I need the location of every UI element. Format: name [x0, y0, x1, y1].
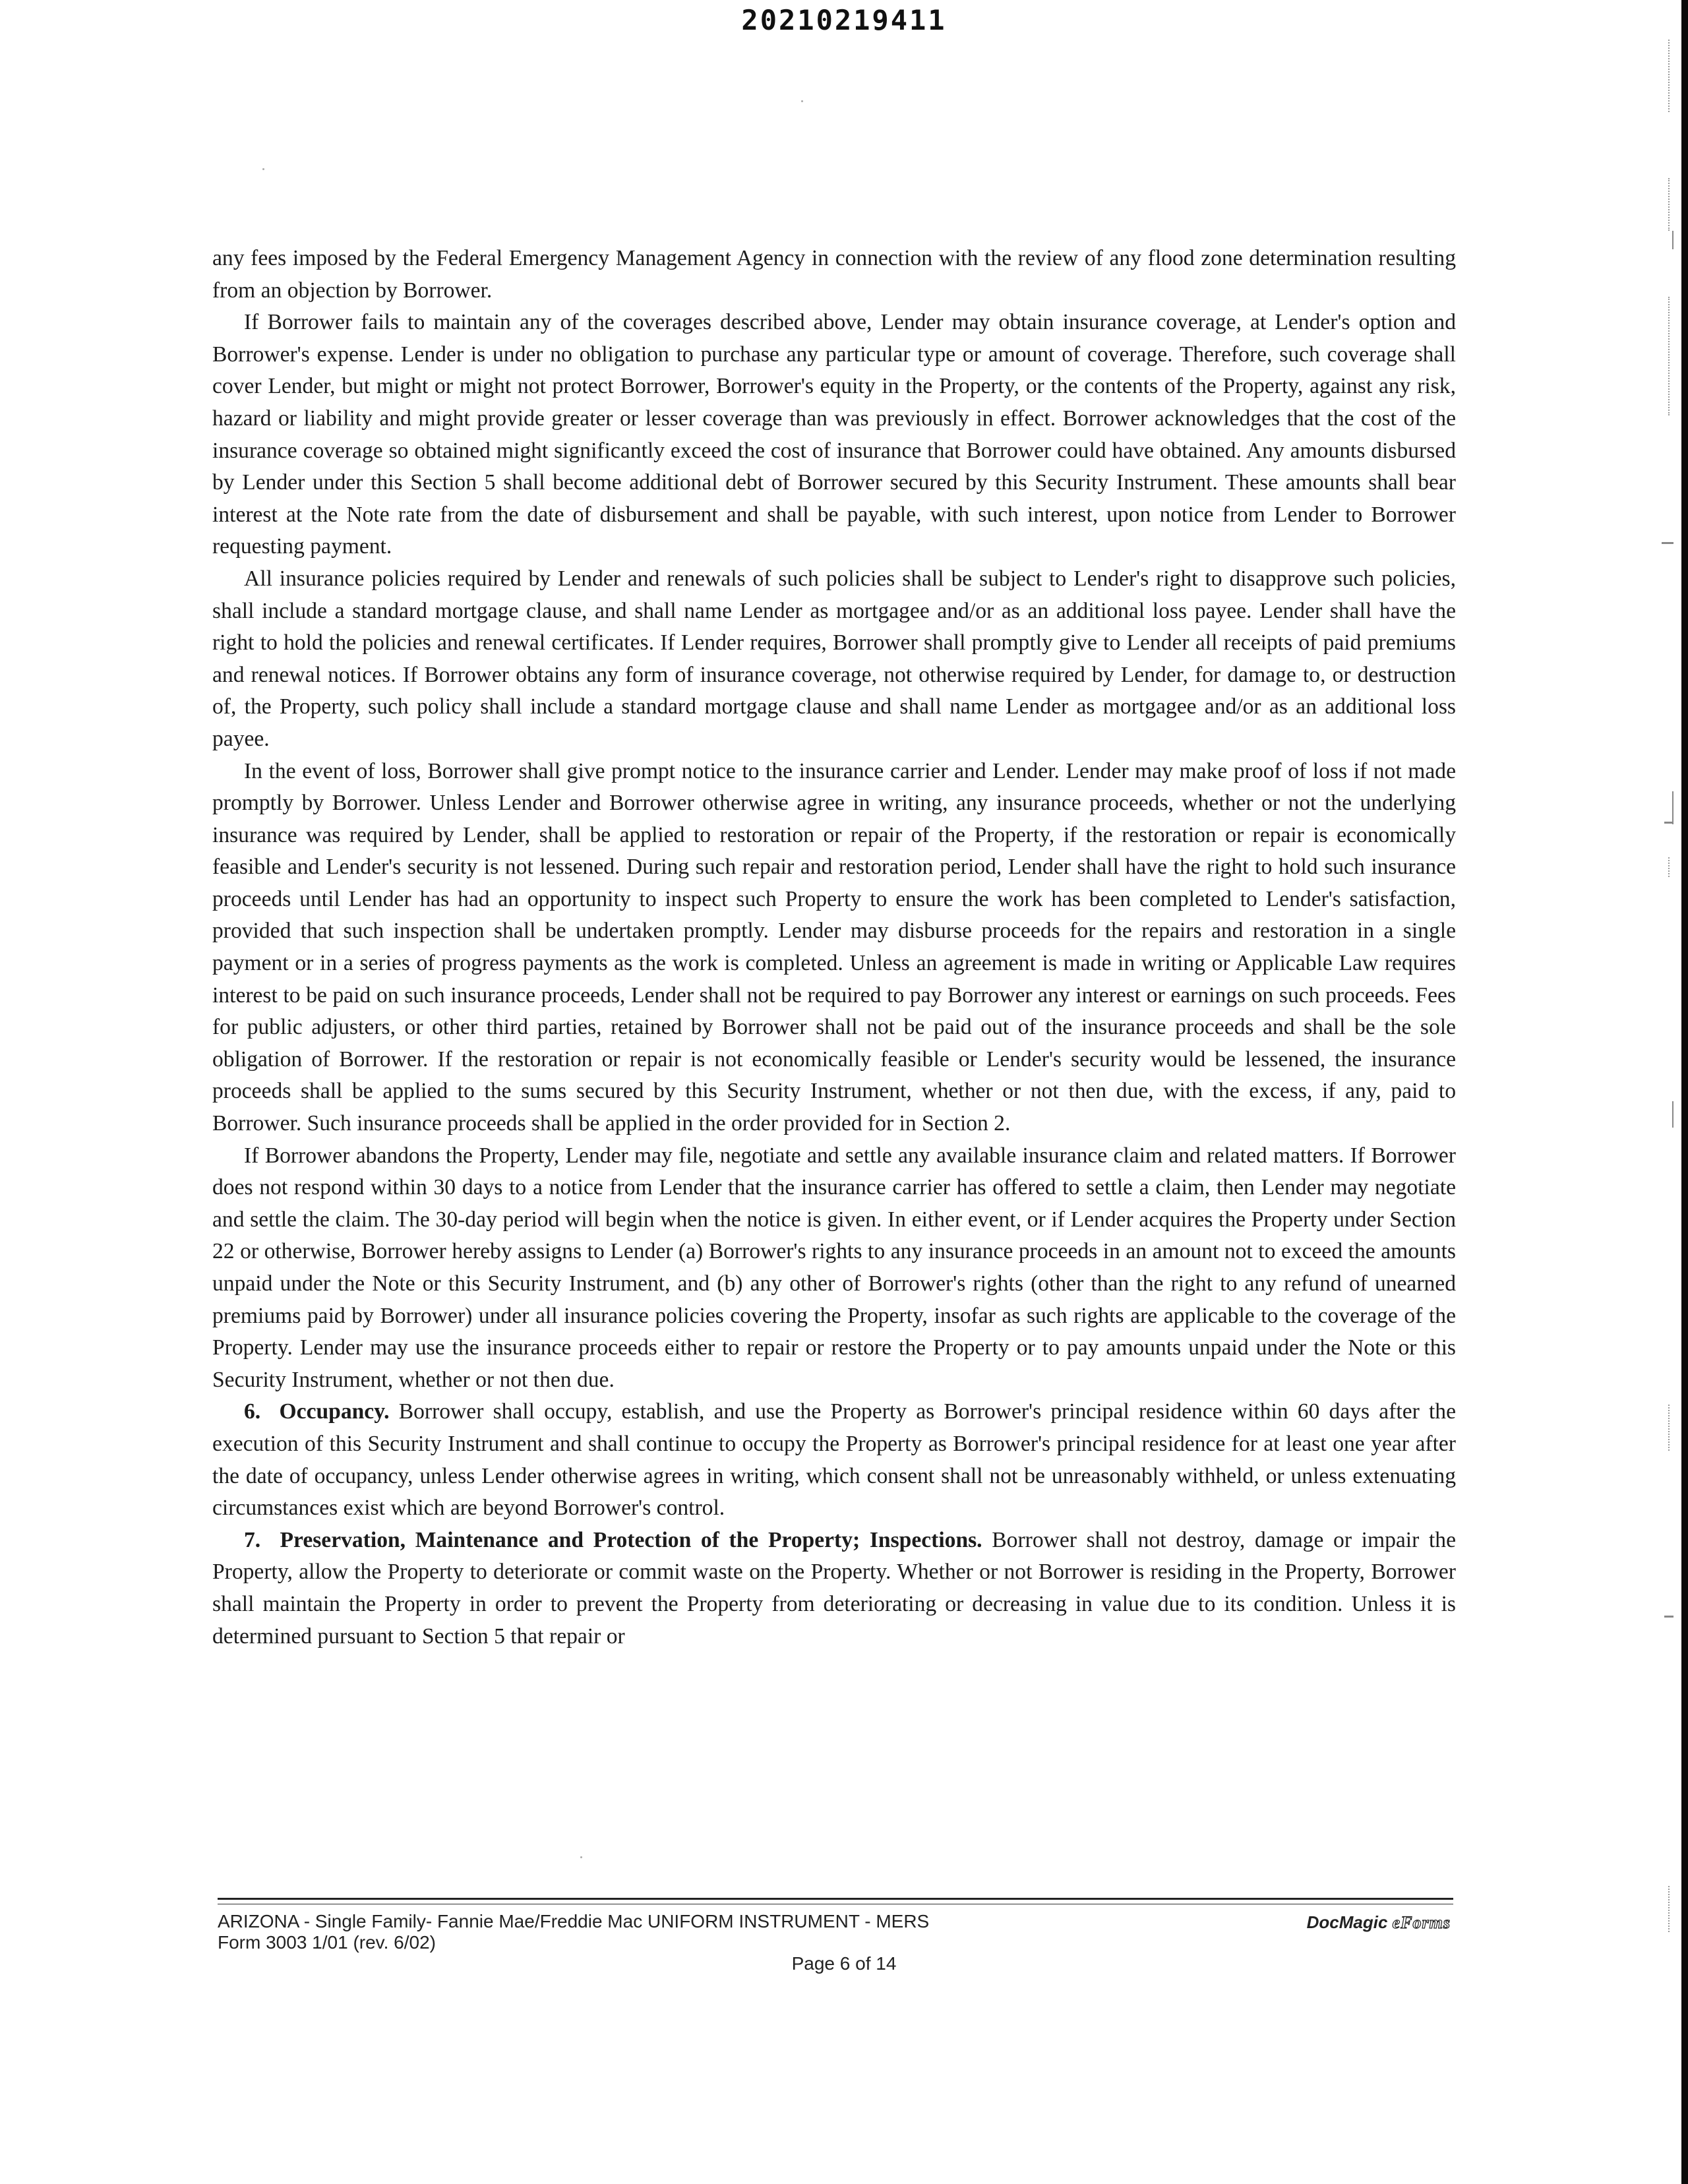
scan-edge-mark	[1672, 1101, 1673, 1128]
section-occupancy	[212, 1396, 1456, 1524]
scan-edge-mark	[1664, 1616, 1673, 1618]
paragraph: If Borrower abandons the Property, Lender may file, negotiate and settle any available insurance claim and related matters. If Borrower does not respond within 30 days to a notice from Lender that the insurance carrier has offered to settle a claim, then Lender may negotiate and settle the claim. The 30-day period will begin when the notice is given. In either event, or if Lender acquires the Property under Section 22 or otherwise, Borrower hereby assigns to Lender (a) Borrower's rights to any insurance proceeds in an amount not to exceed the amounts unpaid under the Note or this Security Instrument, and (b) any other of Borrower's rights (other than the right to any refund of unearned premiums paid by Borrower) under all insurance policies covering the Property, insofar as such rights are applicable to the coverage of the Property. Lender may use the insurance proceeds either to repair or restore the Property or to pay amounts unpaid under the Note or this Security Instrument, whether or not then due.	[212, 1143, 1456, 1392]
scan-edge-mark	[1668, 1405, 1671, 1451]
section-number: 6.	[244, 1399, 261, 1424]
scan-edge-mark	[1672, 231, 1673, 249]
form-number: Form 3003 1/01 (rev. 6/02)	[218, 1932, 436, 1953]
recording-number: 20210219411	[741, 4, 947, 36]
paragraph: If Borrower fails to maintain any of the coverages described above, Lender may obtain insurance coverage, at Lender's option and Borrower's expense. Lender is under no obligation to purchase any particular type or amount of coverage. Therefore, such coverage shall cover Lender, but might or might not protect Borrower, Borrower's equity in the Property, or the contents of the Property, against any risk, hazard or liability and might provide greater or lesser coverage than was previously in effect. Borrower acknowledges that the cost of the insurance coverage so obtained might significantly exceed the cost of insurance that Borrower could have obtained. Any amounts disbursed by Lender under this Section 5 shall become additional debt of Borrower secured by this Security Instrument. These amounts shall bear interest at the Note rate from the date of disbursement and shall be payable, with such interest, upon notice from Lender to Borrower requesting payment.	[212, 310, 1456, 559]
section-text: Borrower shall not destroy, damage or impair the Property, allow the Property to deteriorate or commit waste on the Property. Whether or not Borrower is residing in the Property, Borrower shall maintain the Property in order to prevent the Property from deteriorating or decreasing in value due to its condition. Unless it is determined pursuant to Section 5 that repair or	[212, 1527, 1457, 1649]
section-title: Preservation, Maintenance and Protection of the Property; Inspections.	[280, 1527, 982, 1552]
scan-edge-mark	[1668, 1886, 1671, 1932]
scan-speck	[580, 1856, 582, 1858]
scan-edge-mark	[1664, 822, 1673, 824]
section-text: Borrower shall occupy, establish, and use the Property as Borrower's principal residence within 60 days after the execution of this Security Instrument and shall continue to occupy the Property as Borrower's principal residence for at least one year after the date of occupancy, unless Lender otherwise agrees in writing, which consent shall not be unreasonably withheld, or unless extenuating circumstances exist which are beyond Borrower's control.	[212, 1399, 1456, 1521]
scan-edge-line	[1681, 0, 1688, 2184]
scan-edge-mark	[1668, 857, 1671, 877]
paragraph: All insurance policies required by Lender and renewals of such policies shall be subject to Lender's right to disapprove such policies, shall include a standard mortgage clause, and shall name Lender as mortgagee and/or as an additional loss payee. Lender shall have the right to hold the policies and renewal certificates. If Lender requires, Borrower shall promptly give to Lender all receipts of paid premiums and renewal notices. If Borrower obtains any form of insurance coverage, not otherwise required by Lender, for damage to, or destruction of, the Property, such policy shall include a standard mortgage clause and shall name Lender as mortgagee and/or as an additional loss payee.	[212, 566, 1456, 751]
scan-speck	[262, 168, 264, 170]
scan-edge-mark	[1668, 178, 1671, 231]
scan-edge-mark	[1668, 40, 1671, 112]
brand-name: DocMagic	[1306, 1912, 1388, 1932]
form-title: ARIZONA - Single Family- Fannie Mae/Freddie Mac UNIFORM INSTRUMENT - MERS	[218, 1911, 930, 1931]
docmagic-logo	[1307, 1912, 1451, 1933]
scan-edge-mark	[1668, 297, 1671, 415]
scan-edge-mark	[1672, 791, 1673, 824]
paragraph: In the event of loss, Borrower shall give prompt notice to the insurance carrier and Lender. Lender may make proof of loss if not made promptly by Borrower. Unless Lender and Borrower otherwise agree in writing, any insurance proceeds, whether or not the underlying insurance was required by Lender, shall be applied to restoration or repair of the Property, if the restoration or repair is economically feasible and Lender's security is not lessened. During such repair and restoration period, Lender shall have the right to hold such insurance proceeds until Lender has had an opportunity to inspect such Property to ensure the work has been completed to Lender's satisfaction, provided that such inspection shall be undertaken promptly. Lender may disburse proceeds for the repairs and restoration in a single payment or in a series of progress payments as the work is completed. Unless an agreement is made in writing or Applicable Law requires interest to be paid on such insurance proceeds, Lender shall not be required to pay Borrower any interest or earnings on such proceeds. Fees for public adjusters, or other third parties, retained by Borrower shall not be paid out of the insurance proceeds and shall be the sole obligation of Borrower. If the restoration or repair is not economically feasible or Lender's security would be lessened, the insurance proceeds shall be applied to the sums secured by this Security Instrument, whether or not then due, with the excess, if any, paid to Borrower. Such insurance proceeds shall be applied in the order provided for in Section 2.	[212, 758, 1456, 1136]
form-identifier	[218, 1911, 929, 1953]
footer-divider	[218, 1898, 1453, 1900]
document-body	[212, 243, 1456, 1653]
scan-edge-mark	[1662, 542, 1673, 544]
section-preservation	[212, 1525, 1456, 1653]
paragraph: any fees imposed by the Federal Emergency Management Agency in connection with the review of any flood zone determination resulting from an objection by Borrower.	[212, 246, 1456, 303]
section-number: 7.	[244, 1527, 261, 1552]
section-title: Occupancy.	[279, 1399, 390, 1424]
brand-suffix: eForms	[1392, 1913, 1451, 1932]
scan-speck	[801, 100, 803, 102]
page-number: Page 6 of 14	[791, 1953, 897, 1974]
